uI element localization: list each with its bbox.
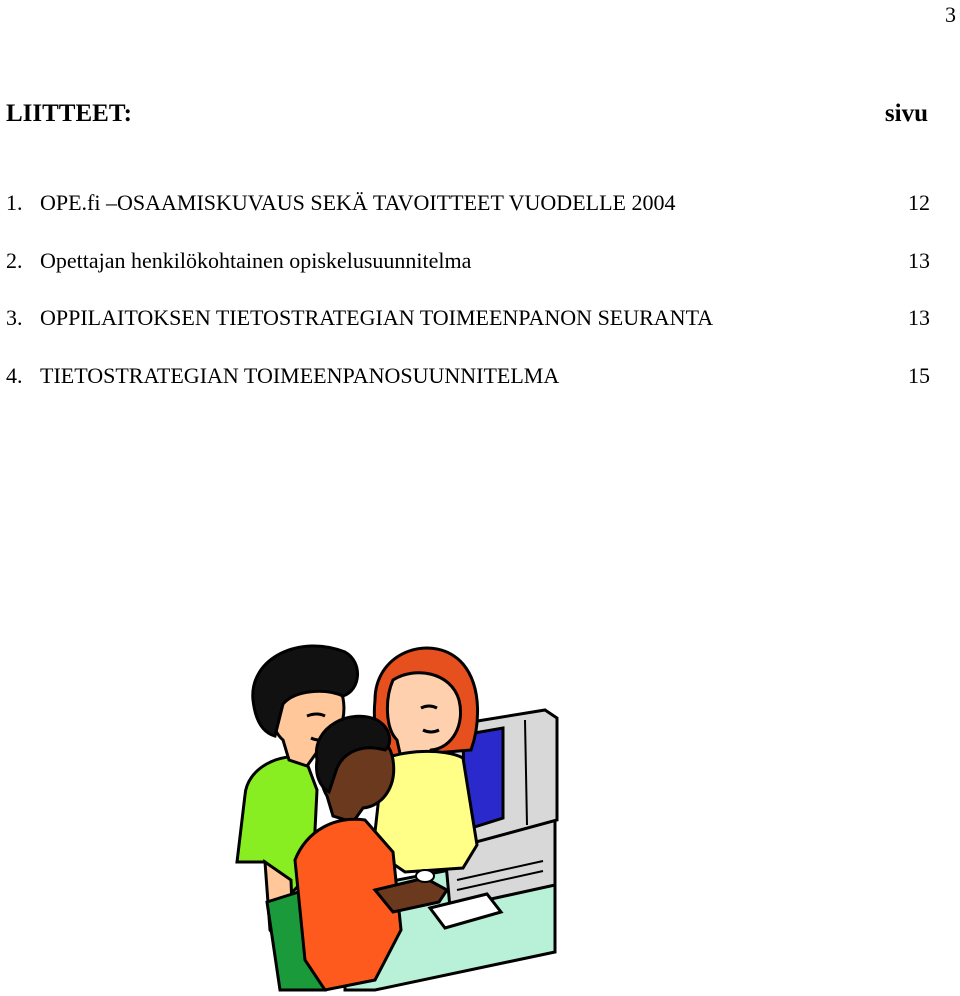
list-item	[6, 248, 930, 306]
entry-title: TIETOSTRATEGIAN TOIMEENPANOSUUNNITELMA	[40, 362, 560, 388]
appendix-title: LIITTEET:	[6, 100, 132, 127]
page-column-label: sivu	[884, 100, 928, 127]
list-item	[6, 363, 930, 421]
list-item	[6, 305, 930, 363]
entry-title: OPE.fi –OSAAMISKUVAUS SEKÄ TAVOITTEET VUODELLE 2004	[40, 190, 676, 215]
entry-page: 13	[908, 247, 930, 273]
entry-number: 4.	[6, 362, 23, 388]
entry-page: 13	[908, 305, 930, 330]
appendix-list	[6, 190, 930, 420]
mouse-shape	[416, 870, 434, 882]
students-at-computer-clipart-icon	[225, 640, 565, 992]
page-number: 3	[945, 2, 956, 27]
entry-page: 15	[908, 362, 930, 388]
entry-page: 12	[908, 190, 930, 215]
entry-title: OPPILAITOKSEN TIETOSTRATEGIAN TOIMEENPANON SEURANTA	[40, 305, 714, 330]
entry-number: 3.	[6, 305, 23, 330]
entry-number: 2.	[6, 247, 23, 273]
appendix-heading	[6, 100, 928, 128]
list-item	[6, 190, 930, 248]
entry-title: Opettajan henkilökohtainen opiskelusuunnitelma	[40, 247, 472, 273]
entry-number: 1.	[6, 190, 23, 215]
